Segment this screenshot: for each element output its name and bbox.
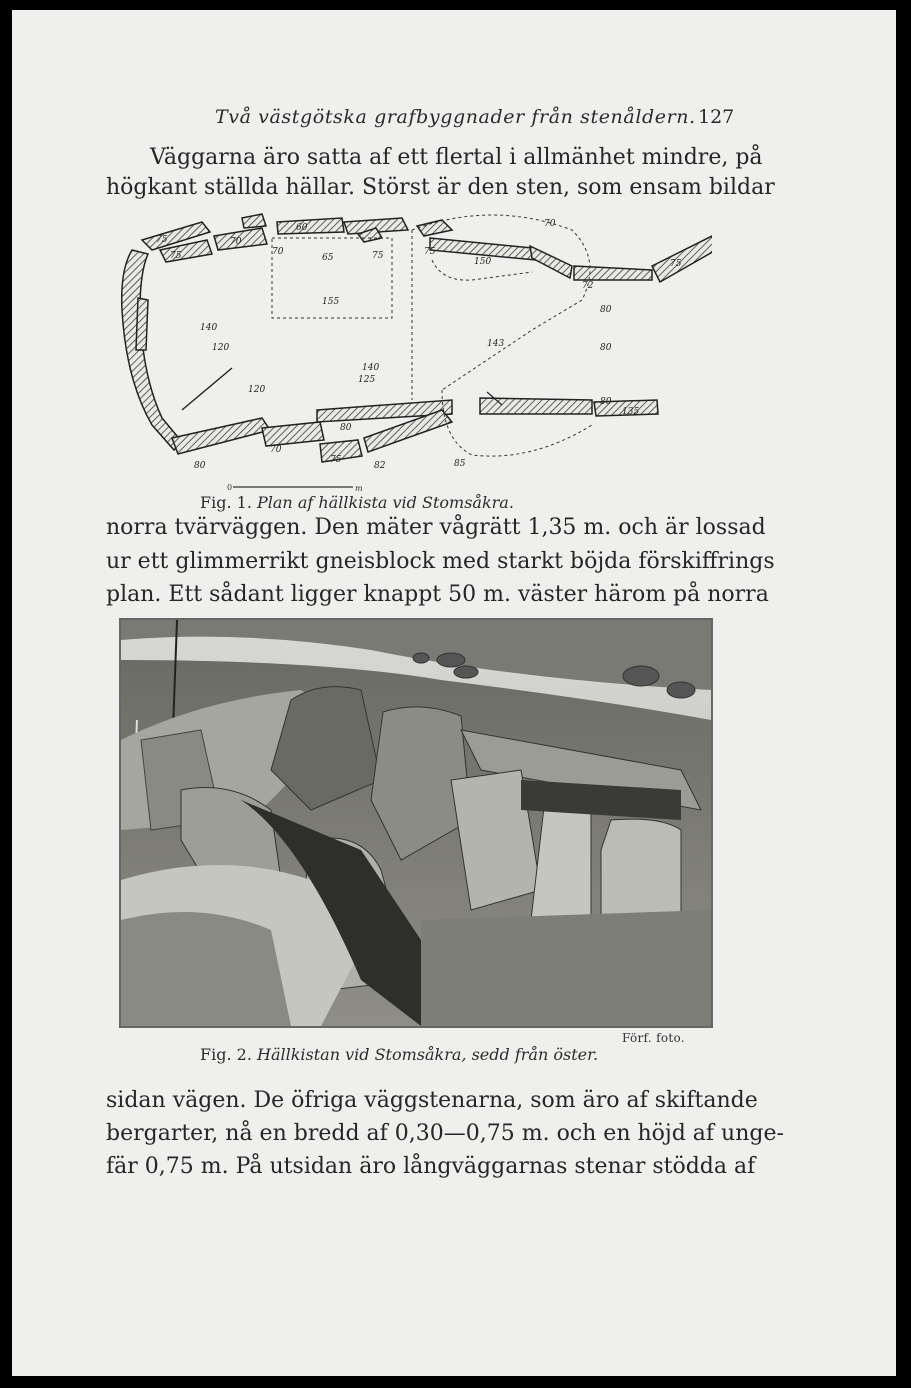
svg-text:140: 140: [200, 323, 218, 333]
paragraph-line: sidan vägen. De öfriga väggstenarna, som äro af skiftande: [106, 1088, 758, 1113]
plan-drawing: [112, 200, 712, 490]
svg-text:80: 80: [600, 343, 612, 353]
paragraph-line: högkant ställda hällar. Störst är den sten, som ensam bildar: [106, 175, 775, 200]
photo-credit: Förf. foto.: [622, 1031, 685, 1045]
svg-text:72: 72: [582, 281, 594, 291]
paragraph-line: ur ett glimmerrikt gneisblock med starkt böjda förskiffrings: [106, 549, 775, 574]
svg-text:120: 120: [212, 343, 230, 353]
scale-start: 0: [227, 483, 233, 492]
svg-text:70: 70: [230, 237, 242, 247]
svg-text:135: 135: [622, 407, 640, 417]
scale-bar: [227, 480, 367, 494]
svg-text:60: 60: [296, 223, 308, 233]
scale-end: m: [355, 484, 363, 493]
paragraph-line: Väggarna äro satta af ett flertal i allmänhet mindre, på: [150, 145, 763, 170]
svg-text:70: 70: [544, 219, 556, 229]
svg-text:75: 75: [670, 259, 682, 269]
stone-cist-photo: [119, 618, 713, 1028]
paragraph-line: fär 0,75 m. På utsidan äro långväggarnas stenar stödda af: [106, 1154, 756, 1179]
paragraph-line: bergarter, nå en bredd af 0,30—0,75 m. och en höjd af unge-: [106, 1121, 784, 1146]
svg-text:120: 120: [248, 385, 266, 395]
fig1-title: Plan af hällkista vid Stomsåkra.: [257, 493, 514, 512]
svg-text:80: 80: [340, 423, 352, 433]
svg-text:75: 75: [330, 455, 342, 465]
running-head: Två västgötska grafbyggnader från stenåldern.: [215, 106, 696, 128]
svg-text:80: 80: [194, 461, 206, 471]
svg-text:125: 125: [358, 375, 376, 385]
svg-text:75: 75: [372, 251, 384, 261]
fig2-label: Fig. 2.: [200, 1045, 252, 1064]
fig2-caption: [200, 1045, 598, 1064]
svg-text:70: 70: [270, 445, 282, 455]
svg-text:80: 80: [600, 397, 612, 407]
svg-text:65: 65: [322, 253, 334, 263]
svg-text:143: 143: [487, 339, 505, 349]
svg-text:82: 82: [374, 461, 386, 471]
svg-text:75: 75: [170, 251, 182, 261]
fig1-label: Fig. 1.: [200, 493, 252, 512]
fig2-title: Hällkistan vid Stomsåkra, sedd från öster.: [257, 1045, 599, 1064]
svg-text:75: 75: [424, 247, 436, 257]
svg-text:75: 75: [156, 235, 168, 245]
svg-text:155: 155: [322, 297, 340, 307]
paragraph-line: norra tvärväggen. Den mäter vågrätt 1,35 m. och är lossad: [106, 515, 766, 540]
page-number: 127: [698, 106, 735, 128]
fig1-caption: [200, 493, 514, 512]
svg-text:140: 140: [362, 363, 380, 373]
svg-text:70: 70: [272, 247, 284, 257]
paragraph-line: plan. Ett sådant ligger knappt 50 m. väster härom på norra: [106, 582, 769, 607]
book-page: [12, 10, 896, 1376]
svg-text:85: 85: [454, 459, 466, 469]
svg-text:80: 80: [600, 305, 612, 315]
svg-text:150: 150: [474, 257, 492, 267]
